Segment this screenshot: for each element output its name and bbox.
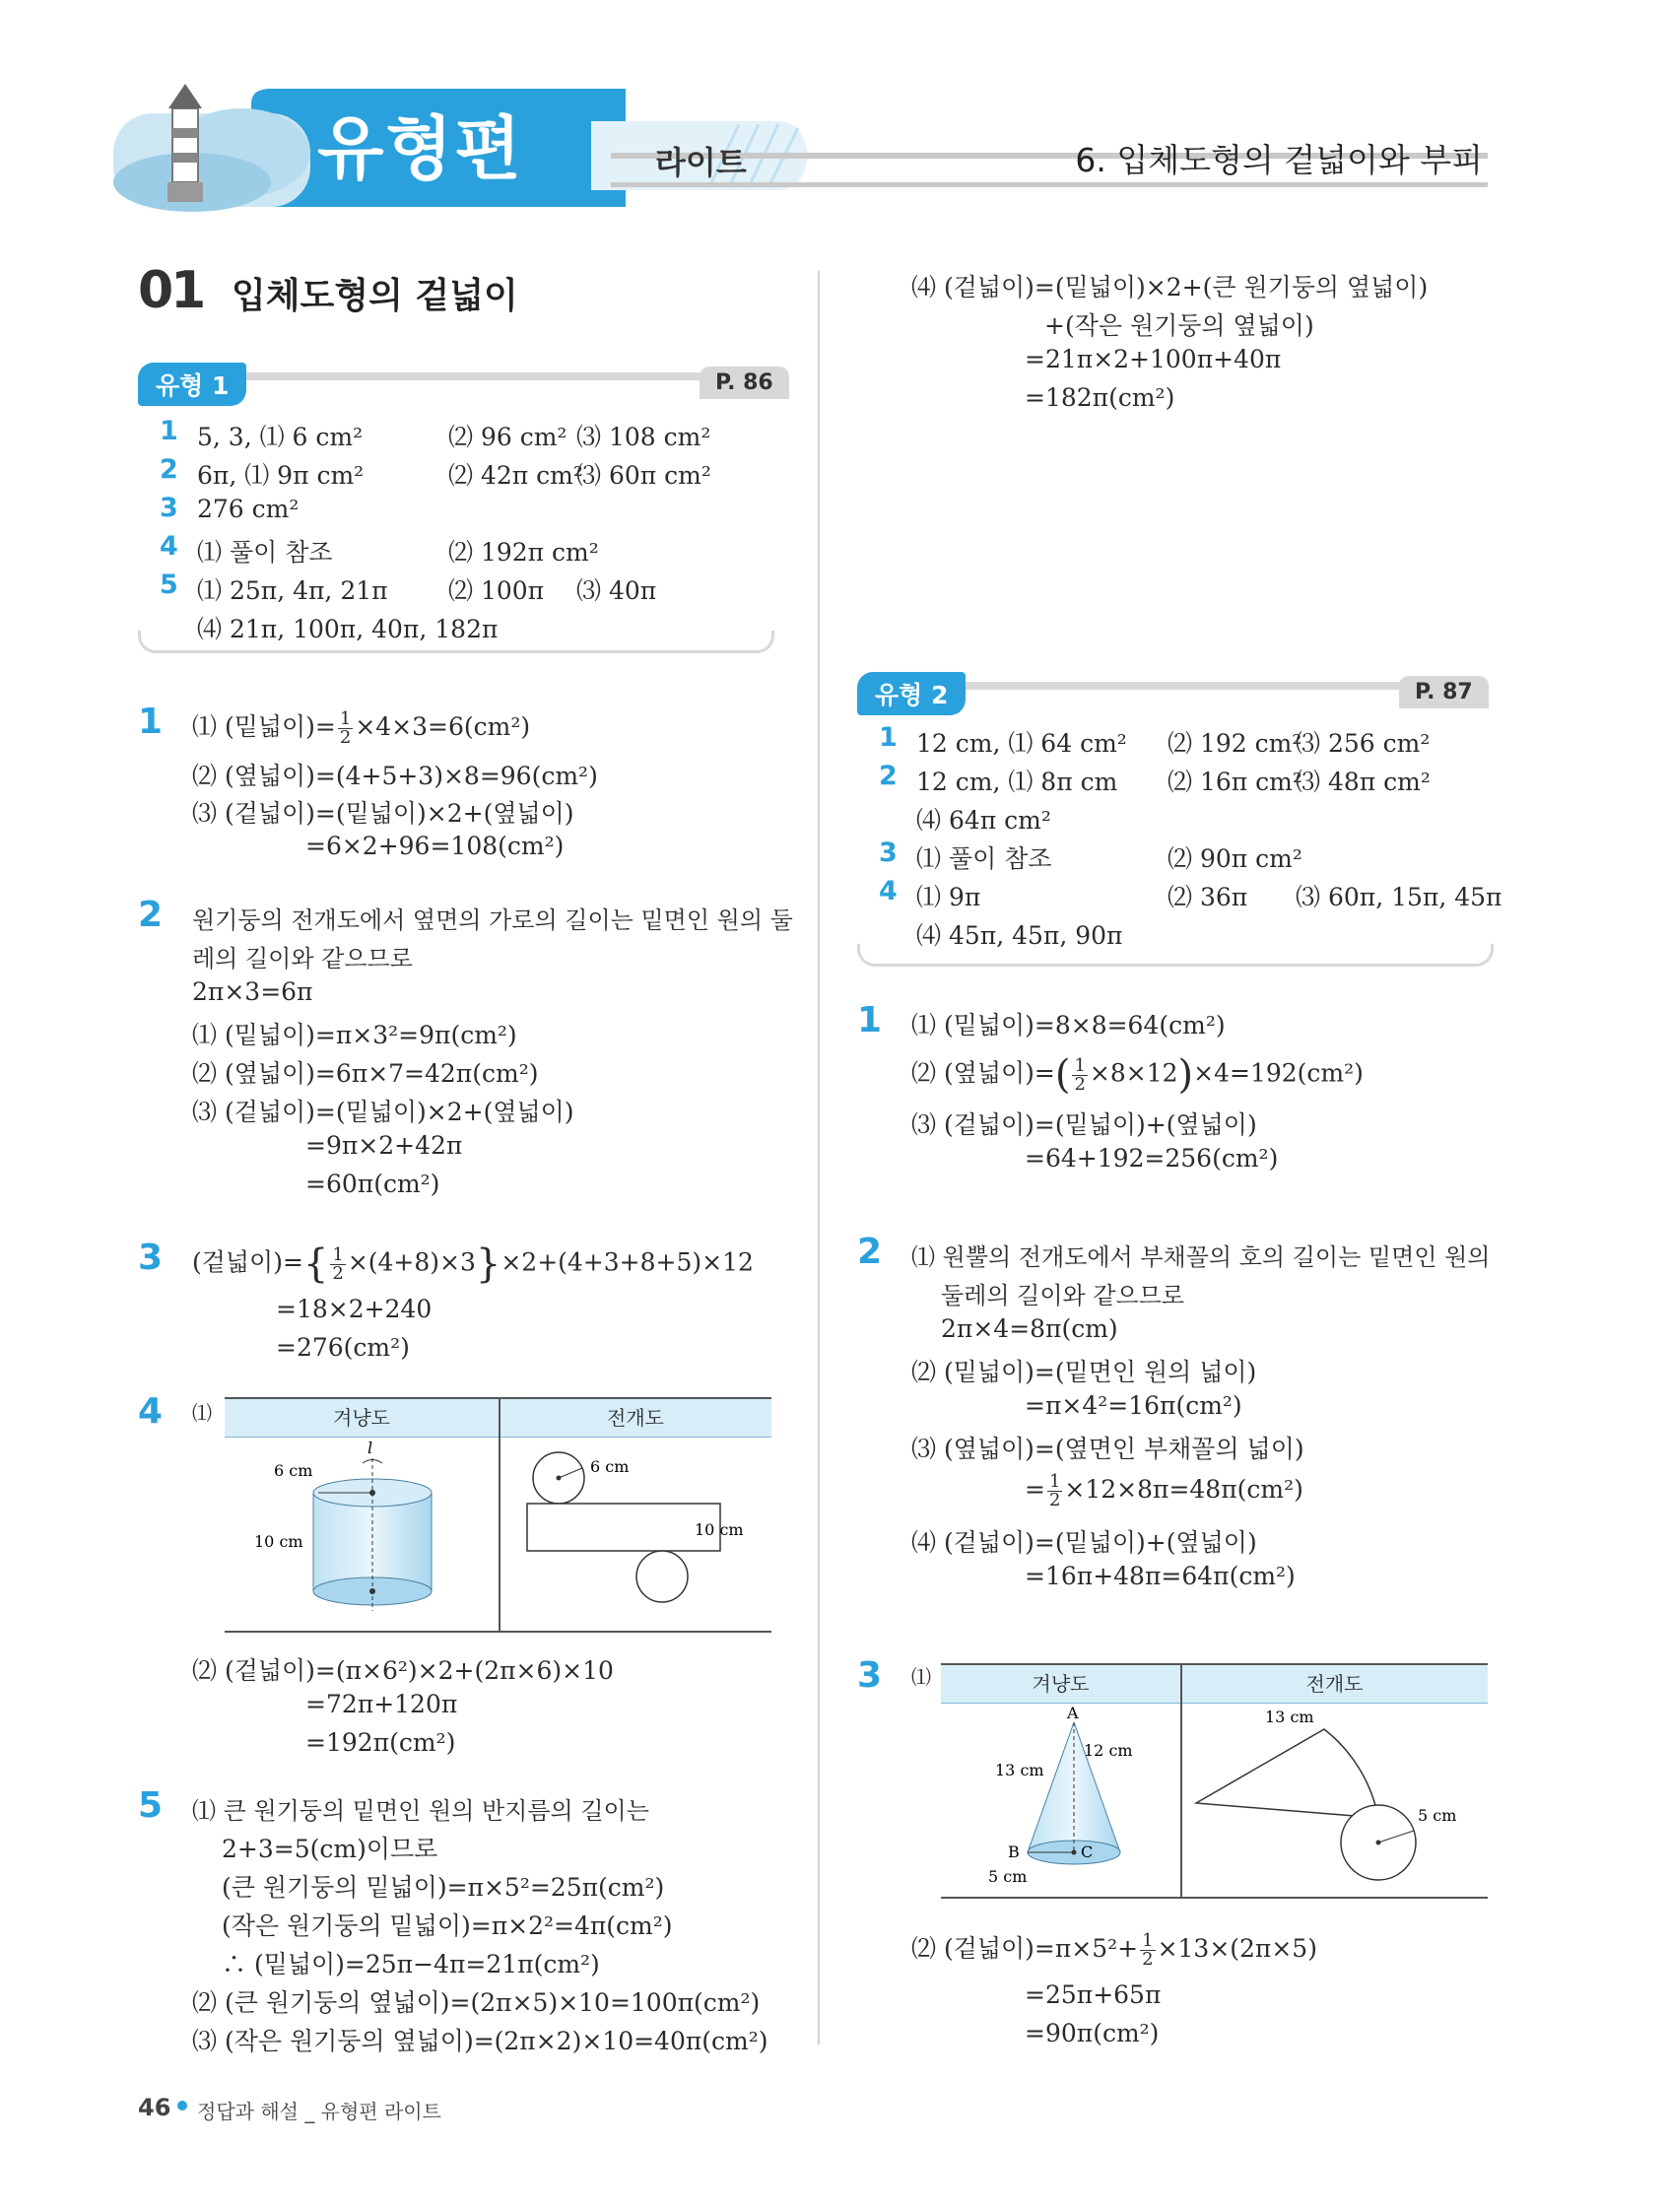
type2-answer-cell: ⑵ 16π cm² bbox=[1168, 768, 1302, 796]
radius-label: 6 cm bbox=[274, 1461, 313, 1480]
type2-answer-cell: ⑷ 64π cm² bbox=[916, 806, 1051, 835]
r-solution-1-line-2: ⑵ (옆넓이)=( $\frac{1}{2}$ ×8×12)×4=192(cm²) bbox=[911, 1052, 1364, 1098]
vertex-label-b: B bbox=[1008, 1843, 1020, 1861]
solution-1-line-1: ⑴ (밑넓이)= $\frac{1}{2}$ ×4×3=6(cm²) bbox=[192, 708, 531, 748]
figure-table-cone bbox=[941, 1663, 1488, 1899]
type1-answer-number: 1 bbox=[160, 416, 178, 446]
r-solution-1-line-3: ⑶ (겉넓이)=(밑넓이)+(옆넓이) bbox=[911, 1110, 1257, 1139]
type2-answer-number: 1 bbox=[879, 722, 898, 753]
solution-1-line-2: ⑵ (옆넓이)=(4+5+3)×8=96(cm²) bbox=[192, 762, 598, 790]
solution-1-line-3: ⑶ (겉넓이)=(밑넓이)×2+(옆넓이) bbox=[192, 799, 574, 828]
solution-5-cont-line-1: ⑷ (겉넓이)=(밑넓이)×2+(큰 원기둥의 옆넓이) bbox=[911, 273, 1429, 302]
type2-answer-cell: ⑴ 풀이 참조 bbox=[916, 844, 1052, 873]
r-solution-2-line-5: =π×4²=16π(cm²) bbox=[1025, 1391, 1242, 1420]
solution-4-sub-1: ⑴ bbox=[192, 1401, 212, 1425]
r-solution-2-line-7: = $\frac{1}{2}$ ×12×8π=48π(cm²) bbox=[1025, 1471, 1303, 1510]
solution-2-line-4: ⑴ (밑넓이)=π×3²=9π(cm²) bbox=[192, 1021, 517, 1049]
solution-2-line-8: =60π(cm²) bbox=[305, 1170, 440, 1198]
solution-5-cont-line-4: =182π(cm²) bbox=[1025, 383, 1175, 412]
section-number: 01 bbox=[138, 261, 204, 320]
type2-answer-number: 2 bbox=[879, 761, 898, 791]
figure-head-sketch: 겨냥도 bbox=[225, 1399, 499, 1438]
type1-answer-cell: ⑵ 192π cm² bbox=[448, 538, 599, 567]
type1-answer-number: 4 bbox=[160, 531, 178, 562]
type1-answer-cell: ⑴ 풀이 참조 bbox=[197, 538, 333, 567]
slant-label: 13 cm bbox=[995, 1761, 1044, 1779]
vertex-label-c: C bbox=[1081, 1843, 1094, 1861]
r-solution-2-line-1: ⑴ 원뿔의 전개도에서 부채꼴의 호의 길이는 밑면인 원의 bbox=[911, 1243, 1491, 1271]
solution-3-line-3: =276(cm²) bbox=[276, 1333, 410, 1362]
page-subtitle: 라이트 bbox=[655, 144, 747, 181]
type1-answer-cell: 276 cm² bbox=[197, 495, 300, 523]
solution-5-cont-line-2: +(작은 원기둥의 옆넓이) bbox=[1044, 311, 1314, 340]
r-solution-2-line-9: =16π+48π=64π(cm²) bbox=[1025, 1562, 1296, 1590]
figure-table-cylinder bbox=[225, 1397, 771, 1633]
cone-height-label: 12 cm bbox=[1084, 1741, 1133, 1760]
type1-answer-cell: ⑷ 21π, 100π, 40π, 182π bbox=[197, 615, 499, 643]
solution-4-line-1: ⑵ (겉넓이)=(π×6²)×2+(2π×6)×10 bbox=[192, 1656, 614, 1685]
net-radius-label-cone: 5 cm bbox=[1418, 1806, 1457, 1825]
type2-answer-cell: ⑵ 36π bbox=[1168, 883, 1248, 911]
r-solution-1-line-4: =64+192=256(cm²) bbox=[1025, 1144, 1279, 1173]
solution-2-line-1: 원기둥의 전개도에서 옆면의 가로의 길이는 밑면인 원의 둘 bbox=[192, 906, 793, 934]
cone-radius-label: 5 cm bbox=[988, 1867, 1028, 1886]
solution-5-line-3: (큰 원기둥의 밑넓이)=π×5²=25π(cm²) bbox=[222, 1873, 665, 1902]
figure-head-net: 전개도 bbox=[500, 1399, 771, 1438]
r-solution-3-line-1: ⑵ (겉넓이)=π×5²+ $\frac{1}{2}$ ×13×(2π×5) bbox=[911, 1930, 1317, 1970]
type2-answer-number: 3 bbox=[879, 838, 898, 868]
solution-2-line-7: =9π×2+42π bbox=[305, 1131, 463, 1160]
vertex-label-a: A bbox=[1067, 1705, 1079, 1722]
solution-5-line-1: ⑴ 큰 원기둥의 밑면인 원의 반지름의 길이는 bbox=[192, 1797, 649, 1825]
type2-answer-cell: 12 cm, ⑴ 8π cm bbox=[916, 768, 1118, 796]
r-solution-2-line-3: 2π×4=8π(cm) bbox=[941, 1314, 1118, 1343]
r-solution-1-line-1: ⑴ (밑넓이)=8×8=64(cm²) bbox=[911, 1011, 1226, 1039]
section-title: 입체도형의 겉넓이 bbox=[232, 276, 518, 316]
r-solution-3-line-3: =90π(cm²) bbox=[1025, 2019, 1160, 2047]
cone-head-net: 전개도 bbox=[1181, 1665, 1488, 1704]
solution-2-line-5: ⑵ (옆넓이)=6π×7=42π(cm²) bbox=[192, 1059, 539, 1088]
cone-figure bbox=[941, 1705, 1180, 1892]
type1-answer-cell: ⑶ 40π bbox=[576, 576, 657, 605]
chapter-title: 6. 입체도형의 겉넓이와 부피 bbox=[1075, 141, 1483, 179]
type1-answer-cell: ⑶ 108 cm² bbox=[576, 423, 711, 451]
cone-net-figure bbox=[1181, 1705, 1488, 1892]
solution-5-line-6: ⑵ (큰 원기둥의 옆넓이)=(2π×5)×10=100π(cm²) bbox=[192, 1988, 761, 2017]
cylinder-figure bbox=[225, 1439, 499, 1626]
type1-answer-cell: ⑴ 25π, 4π, 21π bbox=[197, 576, 388, 605]
solution-3-line-2: =18×2+240 bbox=[276, 1295, 433, 1323]
solution-2-number: 2 bbox=[138, 895, 164, 935]
solution-5-line-5: ∴ (밑넓이)=25π−4π=21π(cm²) bbox=[222, 1950, 600, 1978]
solution-5-line-7: ⑶ (작은 원기둥의 옆넓이)=(2π×2)×10=40π(cm²) bbox=[192, 2027, 768, 2055]
r-solution-2-number: 2 bbox=[857, 1232, 883, 1272]
type1-answer-number: 5 bbox=[160, 570, 178, 600]
type1-answer-number: 3 bbox=[160, 493, 178, 523]
type1-badge: 유형 1 bbox=[138, 363, 246, 406]
page-title: 유형편 bbox=[317, 108, 523, 189]
type1-answer-cell: ⑶ 60π cm² bbox=[576, 461, 711, 490]
solution-3-number: 3 bbox=[138, 1238, 164, 1278]
solution-5-cont-line-3: =21π×2+100π+40π bbox=[1025, 345, 1282, 373]
solution-5-number: 5 bbox=[138, 1785, 164, 1826]
r-solution-3-line-2: =25π+65π bbox=[1025, 1980, 1162, 2009]
type2-answer-cell: ⑶ 60π, 15π, 45π bbox=[1296, 883, 1502, 911]
net-radius-label: 6 cm bbox=[590, 1457, 630, 1476]
r-solution-2-line-8: ⑷ (겉넓이)=(밑넓이)+(옆넓이) bbox=[911, 1528, 1257, 1557]
solution-3-line-1: (겉넓이)={ $\frac{1}{2}$ ×(4+8)×3}×2+(4+3+8+5)×12 bbox=[192, 1241, 754, 1287]
height-label: 10 cm bbox=[254, 1532, 303, 1551]
type2-answer-cell: ⑷ 45π, 45π, 90π bbox=[916, 921, 1123, 950]
axis-label-l: l bbox=[367, 1439, 373, 1457]
solution-1-number: 1 bbox=[138, 702, 164, 742]
type1-answer-cell: ⑵ 100π bbox=[448, 576, 545, 605]
type1-page: P. 86 bbox=[700, 367, 789, 399]
type1-answer-number: 2 bbox=[160, 454, 178, 485]
r-solution-1-number: 1 bbox=[857, 1000, 883, 1040]
r-solution-2-line-6: ⑶ (옆넓이)=(옆면인 부채꼴의 넓이) bbox=[911, 1435, 1304, 1463]
solution-4-line-2: =72π+120π bbox=[305, 1690, 458, 1718]
type2-page: P. 87 bbox=[1399, 676, 1489, 708]
type1-answer-cell: ⑵ 96 cm² bbox=[448, 423, 567, 451]
cylinder-net-figure bbox=[500, 1439, 771, 1626]
type2-answer-cell: 12 cm, ⑴ 64 cm² bbox=[916, 729, 1127, 758]
type2-answer-number: 4 bbox=[879, 876, 898, 906]
net-slant-label: 13 cm bbox=[1265, 1708, 1314, 1726]
footer-bullet-icon bbox=[177, 2101, 187, 2111]
type1-answer-cell: 5, 3, ⑴ 6 cm² bbox=[197, 423, 364, 451]
type1-answer-cell: 6π, ⑴ 9π cm² bbox=[197, 461, 365, 490]
r-solution-2-line-2: 둘레의 길이와 같으므로 bbox=[941, 1282, 1185, 1309]
type2-answer-cell: ⑴ 9π bbox=[916, 883, 981, 911]
type2-answer-cell: ⑵ 192 cm² bbox=[1168, 729, 1302, 758]
solution-4-number: 4 bbox=[138, 1391, 164, 1432]
r-solution-3-number: 3 bbox=[857, 1655, 883, 1696]
solution-2-line-3: 2π×3=6π bbox=[192, 977, 313, 1006]
solution-1-line-4: =6×2+96=108(cm²) bbox=[305, 832, 565, 860]
page-number: 46 bbox=[138, 2094, 171, 2121]
solution-5-line-2: 2+3=5(cm)이므로 bbox=[222, 1835, 438, 1863]
lighthouse-icon bbox=[167, 84, 203, 202]
solution-4-line-3: =192π(cm²) bbox=[305, 1728, 456, 1757]
type2-answer-cell: ⑶ 256 cm² bbox=[1296, 729, 1431, 758]
type2-answer-cell: ⑵ 90π cm² bbox=[1168, 844, 1302, 873]
solution-5-line-4: (작은 원기둥의 밑넓이)=π×2²=4π(cm²) bbox=[222, 1911, 673, 1940]
solution-2-line-6: ⑶ (겉넓이)=(밑넓이)×2+(옆넓이) bbox=[192, 1098, 574, 1126]
solution-2-line-2: 레의 길이와 같으므로 bbox=[192, 945, 413, 972]
net-height-label: 10 cm bbox=[695, 1520, 744, 1539]
cone-head-sketch: 겨냥도 bbox=[941, 1665, 1180, 1704]
r-solution-3-sub-1: ⑴ bbox=[911, 1665, 931, 1689]
footer-text: 정답과 해설 _ 유형편 라이트 bbox=[197, 2100, 441, 2123]
type2-badge: 유형 2 bbox=[857, 672, 966, 715]
type1-answer-cell: ⑵ 42π cm² bbox=[448, 461, 583, 490]
column-divider bbox=[818, 271, 820, 2044]
type2-answer-cell: ⑶ 48π cm² bbox=[1296, 768, 1431, 796]
r-solution-2-line-4: ⑵ (밑넓이)=(밑면인 원의 넓이) bbox=[911, 1358, 1257, 1386]
